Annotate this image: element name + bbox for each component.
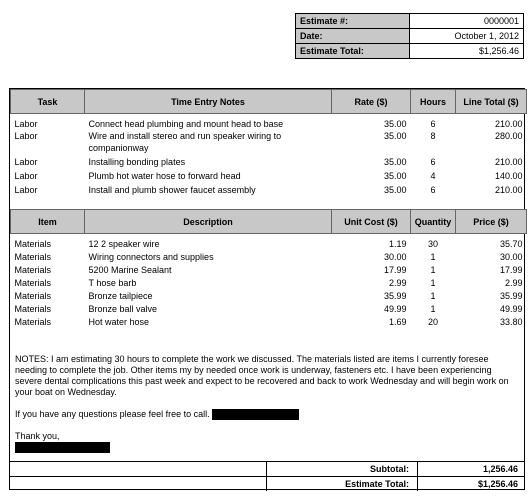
material-quantity: 1 — [430, 277, 436, 288]
labor-col-total: Line Total ($) — [456, 90, 527, 114]
labor-task: Labor — [14, 118, 38, 129]
totals-estimate-total-value: $1,256.46 — [417, 477, 524, 491]
materials-col-unit-cost: Unit Cost ($) — [332, 210, 411, 234]
labor-notes: Connect head plumbing and mount head to base — [88, 118, 284, 129]
table-row — [11, 316, 527, 328]
estimate-number-label: Estimate #: — [296, 14, 410, 29]
estimate-number-value: 0000001 — [410, 14, 524, 29]
material-price: 17.99 — [499, 264, 523, 275]
table-row — [11, 264, 527, 276]
labor-total: 140.00 — [494, 170, 523, 181]
labor-notes: Installing bonding plates — [88, 156, 186, 167]
table-row — [11, 290, 527, 302]
table-row — [11, 156, 527, 168]
table-row — [11, 251, 527, 263]
estimate-total-row — [10, 476, 524, 491]
material-item: Materials — [14, 251, 52, 262]
material-item: Materials — [14, 290, 52, 301]
material-description: Bronze tailpiece — [88, 290, 153, 301]
material-price: 35.70 — [499, 238, 523, 249]
materials-col-price: Price ($) — [456, 210, 527, 234]
material-item: Materials — [14, 238, 52, 249]
labor-rate: 35.00 — [383, 184, 407, 195]
labor-notes: Plumb hot water hose to forward head — [88, 170, 241, 181]
labor-total: 210.00 — [494, 156, 523, 167]
labor-total: 210.00 — [494, 184, 523, 195]
labor-total: 210.00 — [494, 118, 523, 129]
notes-questions-line — [15, 409, 515, 420]
estimate-total-value: $1,256.46 — [410, 44, 524, 59]
table-row — [11, 184, 527, 196]
estimate-body — [9, 88, 525, 490]
notes-questions: If you have any questions please feel free to call. — [15, 409, 210, 419]
material-price: 30.00 — [499, 251, 523, 262]
material-price: 2.99 — [504, 277, 523, 288]
labor-total: 280.00 — [494, 130, 523, 141]
material-description: T hose barb — [88, 277, 137, 288]
subtotal-row — [10, 462, 524, 476]
material-description: 12 2 speaker wire — [88, 238, 160, 249]
labor-hours: 4 — [430, 170, 436, 181]
totals-estimate-total-label: Estimate Total: — [345, 479, 409, 489]
labor-hours: 6 — [430, 184, 436, 195]
material-item: Materials — [14, 316, 52, 327]
labor-rate: 35.00 — [383, 130, 407, 141]
material-quantity: 20 — [427, 316, 438, 327]
materials-col-item: Item — [11, 210, 85, 234]
labor-task: Labor — [14, 156, 38, 167]
material-item: Materials — [14, 277, 52, 288]
labor-rate: 35.00 — [383, 118, 407, 129]
redacted-phone — [212, 409, 299, 420]
labor-rate: 35.00 — [383, 156, 407, 167]
material-unit-cost: 30.00 — [383, 251, 407, 262]
notes-thanks: Thank you, — [15, 431, 60, 442]
labor-task: Labor — [14, 184, 38, 195]
labor-hours: 8 — [430, 130, 436, 141]
material-unit-cost: 1.69 — [388, 316, 407, 327]
material-unit-cost: 1.19 — [388, 238, 407, 249]
labor-hours: 6 — [430, 118, 436, 129]
date-label: Date: — [296, 29, 410, 44]
labor-col-rate: Rate ($) — [332, 90, 411, 114]
subtotal-label: Subtotal: — [370, 464, 409, 474]
estimate-total-label: Estimate Total: — [296, 44, 410, 59]
table-row — [11, 277, 527, 289]
material-quantity: 30 — [427, 238, 438, 249]
material-price: 33.80 — [499, 316, 523, 327]
material-description: Bronze ball valve — [88, 303, 158, 314]
labor-col-hours: Hours — [411, 90, 456, 114]
labor-table — [10, 89, 527, 196]
labor-col-notes: Time Entry Notes — [85, 90, 332, 114]
material-description: Hot water hose — [88, 316, 150, 327]
material-price: 35.99 — [499, 290, 523, 301]
material-quantity: 1 — [430, 303, 436, 314]
labor-notes: Install and plumb shower faucet assembly — [88, 184, 256, 195]
notes-paragraph: NOTES: I am estimating 30 hours to complete the work we discussed. The materials listed are items I currently foresee needing to complete the job. Other items my by needed once work is underway, fasteners etc. I have been experiencing severe dental complications this past week and expect to be recovered and back to work Wednesday and will begin work on your boat on Wednesday. — [15, 354, 509, 397]
material-unit-cost: 49.99 — [383, 303, 407, 314]
subtotal-value: 1,256.46 — [417, 462, 524, 476]
date-value: October 1, 2012 — [410, 29, 524, 44]
material-description: Wiring connectors and supplies — [88, 251, 214, 262]
material-unit-cost: 35.99 — [383, 290, 407, 301]
material-item: Materials — [14, 303, 52, 314]
labor-task: Labor — [14, 170, 38, 181]
materials-col-quantity: Quantity — [411, 210, 456, 234]
material-quantity: 1 — [430, 290, 436, 301]
labor-rate: 35.00 — [383, 170, 407, 181]
material-description: 5200 Marine Sealant — [88, 264, 172, 275]
notes-section — [15, 354, 515, 453]
labor-col-task: Task — [11, 90, 85, 114]
redacted-signature — [15, 442, 110, 453]
notes-signoff — [15, 431, 515, 453]
totals-section — [10, 461, 524, 491]
material-quantity: 1 — [430, 264, 436, 275]
table-row — [11, 170, 527, 182]
material-unit-cost: 17.99 — [383, 264, 407, 275]
materials-table — [10, 209, 527, 328]
table-row — [11, 238, 527, 250]
material-item: Materials — [14, 264, 52, 275]
table-row — [11, 130, 527, 154]
table-row — [11, 118, 527, 130]
estimate-info-table — [295, 13, 524, 59]
material-price: 49.99 — [499, 303, 523, 314]
materials-col-description: Description — [85, 210, 332, 234]
table-row — [11, 303, 527, 315]
labor-hours: 6 — [430, 156, 436, 167]
labor-task: Labor — [14, 130, 38, 141]
material-unit-cost: 2.99 — [388, 277, 407, 288]
labor-notes: Wire and install stereo and run speaker wiring to companionway — [88, 130, 282, 153]
material-quantity: 1 — [430, 251, 436, 262]
